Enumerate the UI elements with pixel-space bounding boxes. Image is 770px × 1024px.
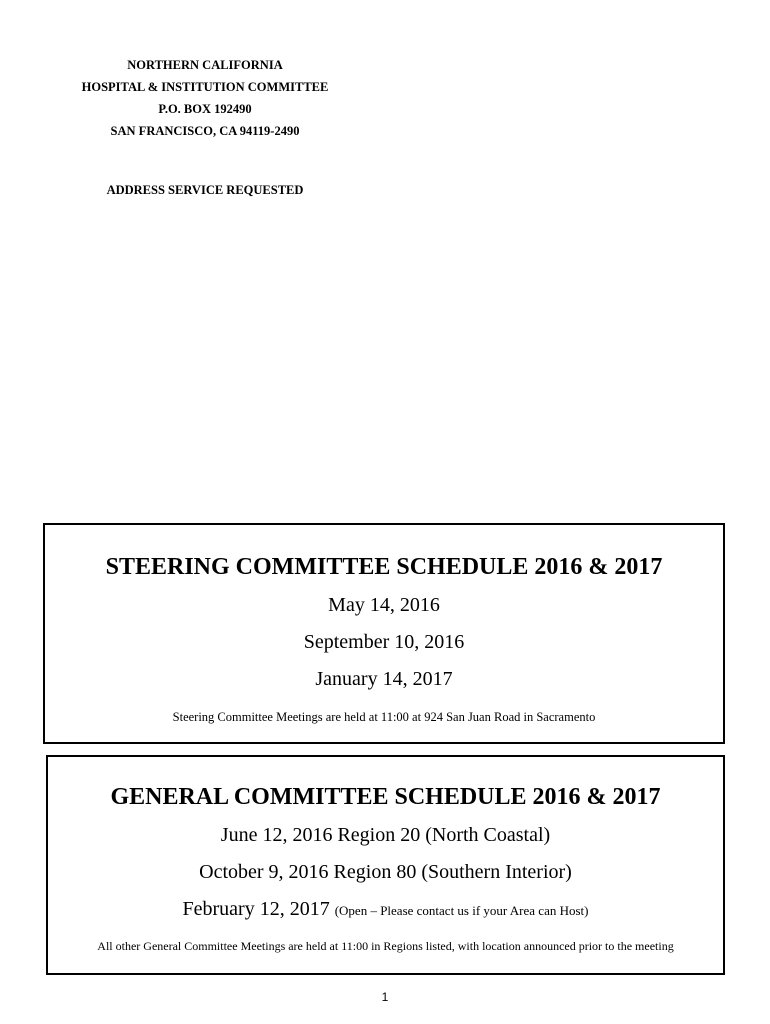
steering-date: January 14, 2017	[315, 668, 453, 690]
general-committee-box	[46, 755, 725, 975]
return-address	[40, 54, 370, 142]
return-address-line: HOSPITAL & INSTITUTION COMMITTEE	[81, 80, 329, 94]
steering-date: May 14, 2016	[328, 594, 440, 616]
general-date-text: February 12, 2017	[182, 898, 330, 920]
general-date	[48, 854, 723, 891]
steering-committee-title: STEERING COMMITTEE SCHEDULE 2016 & 2017	[105, 554, 663, 580]
steering-committee-box	[43, 523, 725, 744]
page-number: 1	[381, 990, 389, 1004]
return-address-line: NORTHERN CALIFORNIA	[127, 58, 283, 72]
steering-location-note: Steering Committee Meetings are held at 11:00 at 924 San Juan Road in Sacramento	[172, 710, 596, 724]
return-address-line: P.O. BOX 192490	[158, 102, 252, 116]
general-date	[48, 891, 723, 929]
general-date	[48, 817, 723, 854]
return-address-line: SAN FRANCISCO, CA 94119-2490	[110, 124, 300, 138]
general-location-note: All other General Committee Meetings are held at 11:00 in Regions listed, with location announced prior to the meeting	[97, 939, 674, 953]
steering-date: September 10, 2016	[303, 631, 465, 653]
address-service-requested: ADDRESS SERVICE REQUESTED	[106, 183, 304, 197]
general-date-note: (Open – Please contact us if your Area can Host)	[334, 903, 589, 918]
general-date-text: June 12, 2016 Region 20 (North Coastal)	[220, 824, 551, 846]
general-committee-title: GENERAL COMMITTEE SCHEDULE 2016 & 2017	[110, 784, 661, 810]
general-date-text: October 9, 2016 Region 80 (Southern Interior)	[199, 861, 572, 883]
